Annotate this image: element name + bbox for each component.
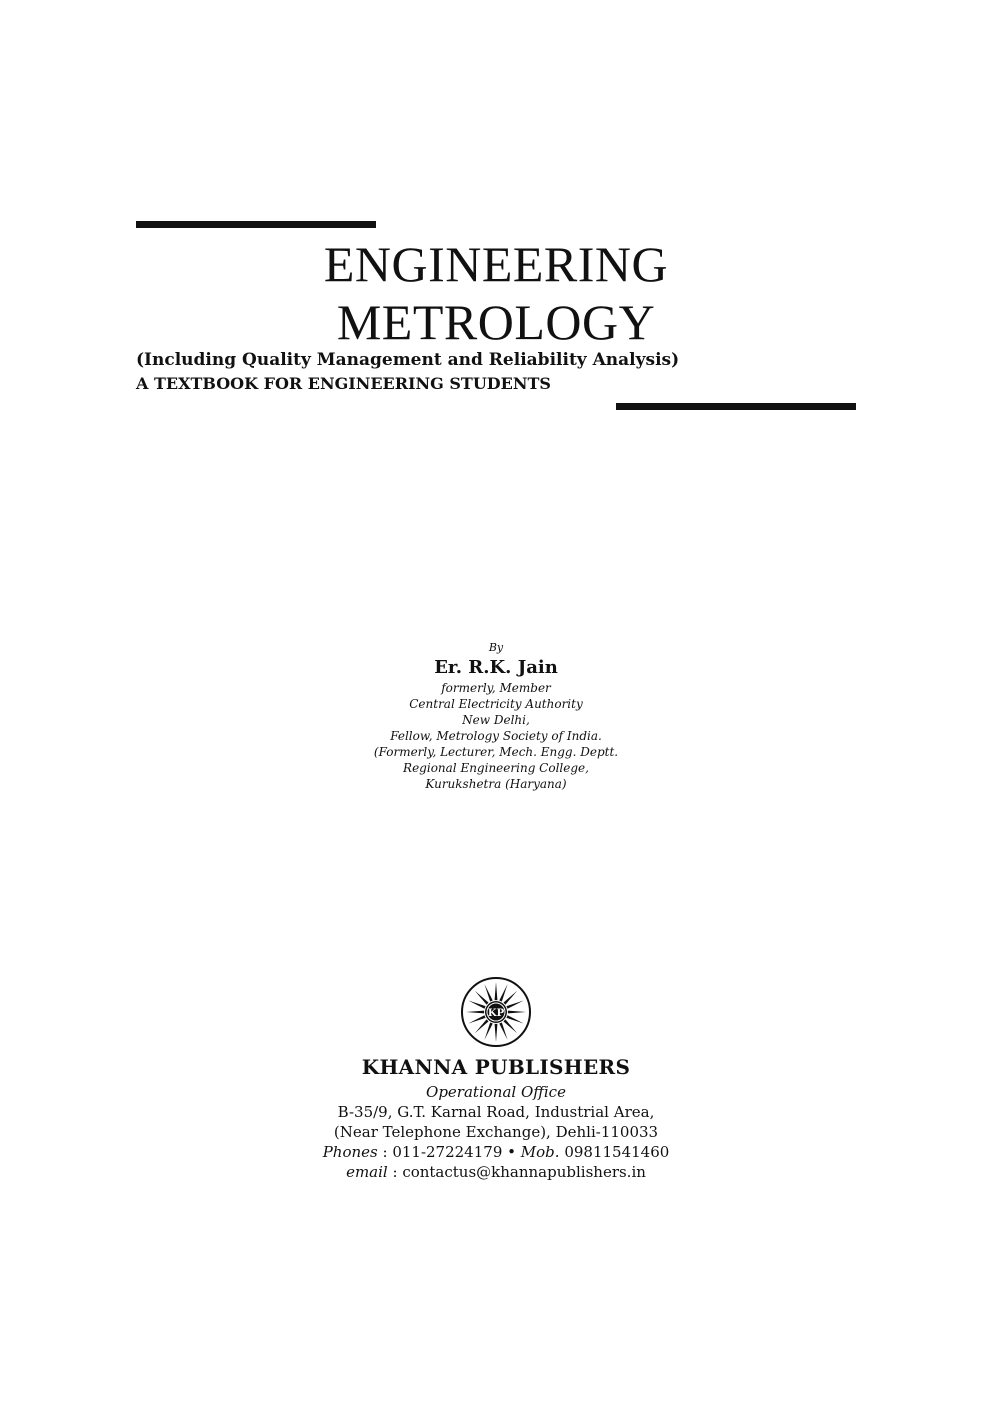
phones-value: 011-27224179 <box>392 1143 503 1161</box>
phones-label: Phones <box>322 1143 378 1161</box>
separator-bullet: • <box>507 1143 516 1161</box>
book-title-line2: METROLOGY <box>336 294 656 350</box>
address-line1: B-35/9, G.T. Karnal Road, Industrial Area, <box>337 1103 655 1121</box>
khanna-publishers-logo-icon <box>460 976 532 1048</box>
author-credential: formerly, Member <box>441 681 551 695</box>
email-value: contactus@khannapublishers.in <box>402 1163 646 1181</box>
author-credential: (Formerly, Lecturer, Mech. Engg. Deptt. <box>373 745 619 759</box>
mob-value: 09811541460 <box>564 1143 670 1161</box>
mob-label: Mob. <box>520 1143 560 1161</box>
author-block <box>0 640 992 792</box>
book-tagline: A TEXTBOOK FOR ENGINEERING STUDENTS <box>136 374 551 393</box>
office-label: Operational Office <box>426 1083 566 1101</box>
author-credential: New Delhi, <box>462 713 530 727</box>
publisher-block <box>0 1052 992 1182</box>
address-line2: (Near Telephone Exchange), Dehli-110033 <box>333 1123 659 1141</box>
book-title-line1: ENGINEERING <box>323 236 669 292</box>
author-credential: Central Electricity Authority <box>409 697 583 711</box>
publisher-name: KHANNA PUBLISHERS <box>361 1055 631 1079</box>
author-name: Er. R.K. Jain <box>434 657 558 678</box>
email-line: email : contactus@khannapublishers.in <box>346 1163 646 1181</box>
bottom-rule <box>616 403 856 410</box>
author-credential: Fellow, Metrology Society of India. <box>390 729 602 743</box>
author-credential: Regional Engineering College, <box>403 761 589 775</box>
logo-text: KP <box>487 1008 505 1019</box>
author-credential: Kurukshetra (Haryana) <box>425 777 567 791</box>
phone-line: Phones : 011-27224179 • Mob. 09811541460 <box>322 1143 670 1161</box>
by-label: By <box>488 641 504 654</box>
book-subtitle: (Including Quality Management and Reliability Analysis) <box>136 350 680 370</box>
email-label: email <box>346 1163 388 1181</box>
top-rule <box>136 221 376 228</box>
